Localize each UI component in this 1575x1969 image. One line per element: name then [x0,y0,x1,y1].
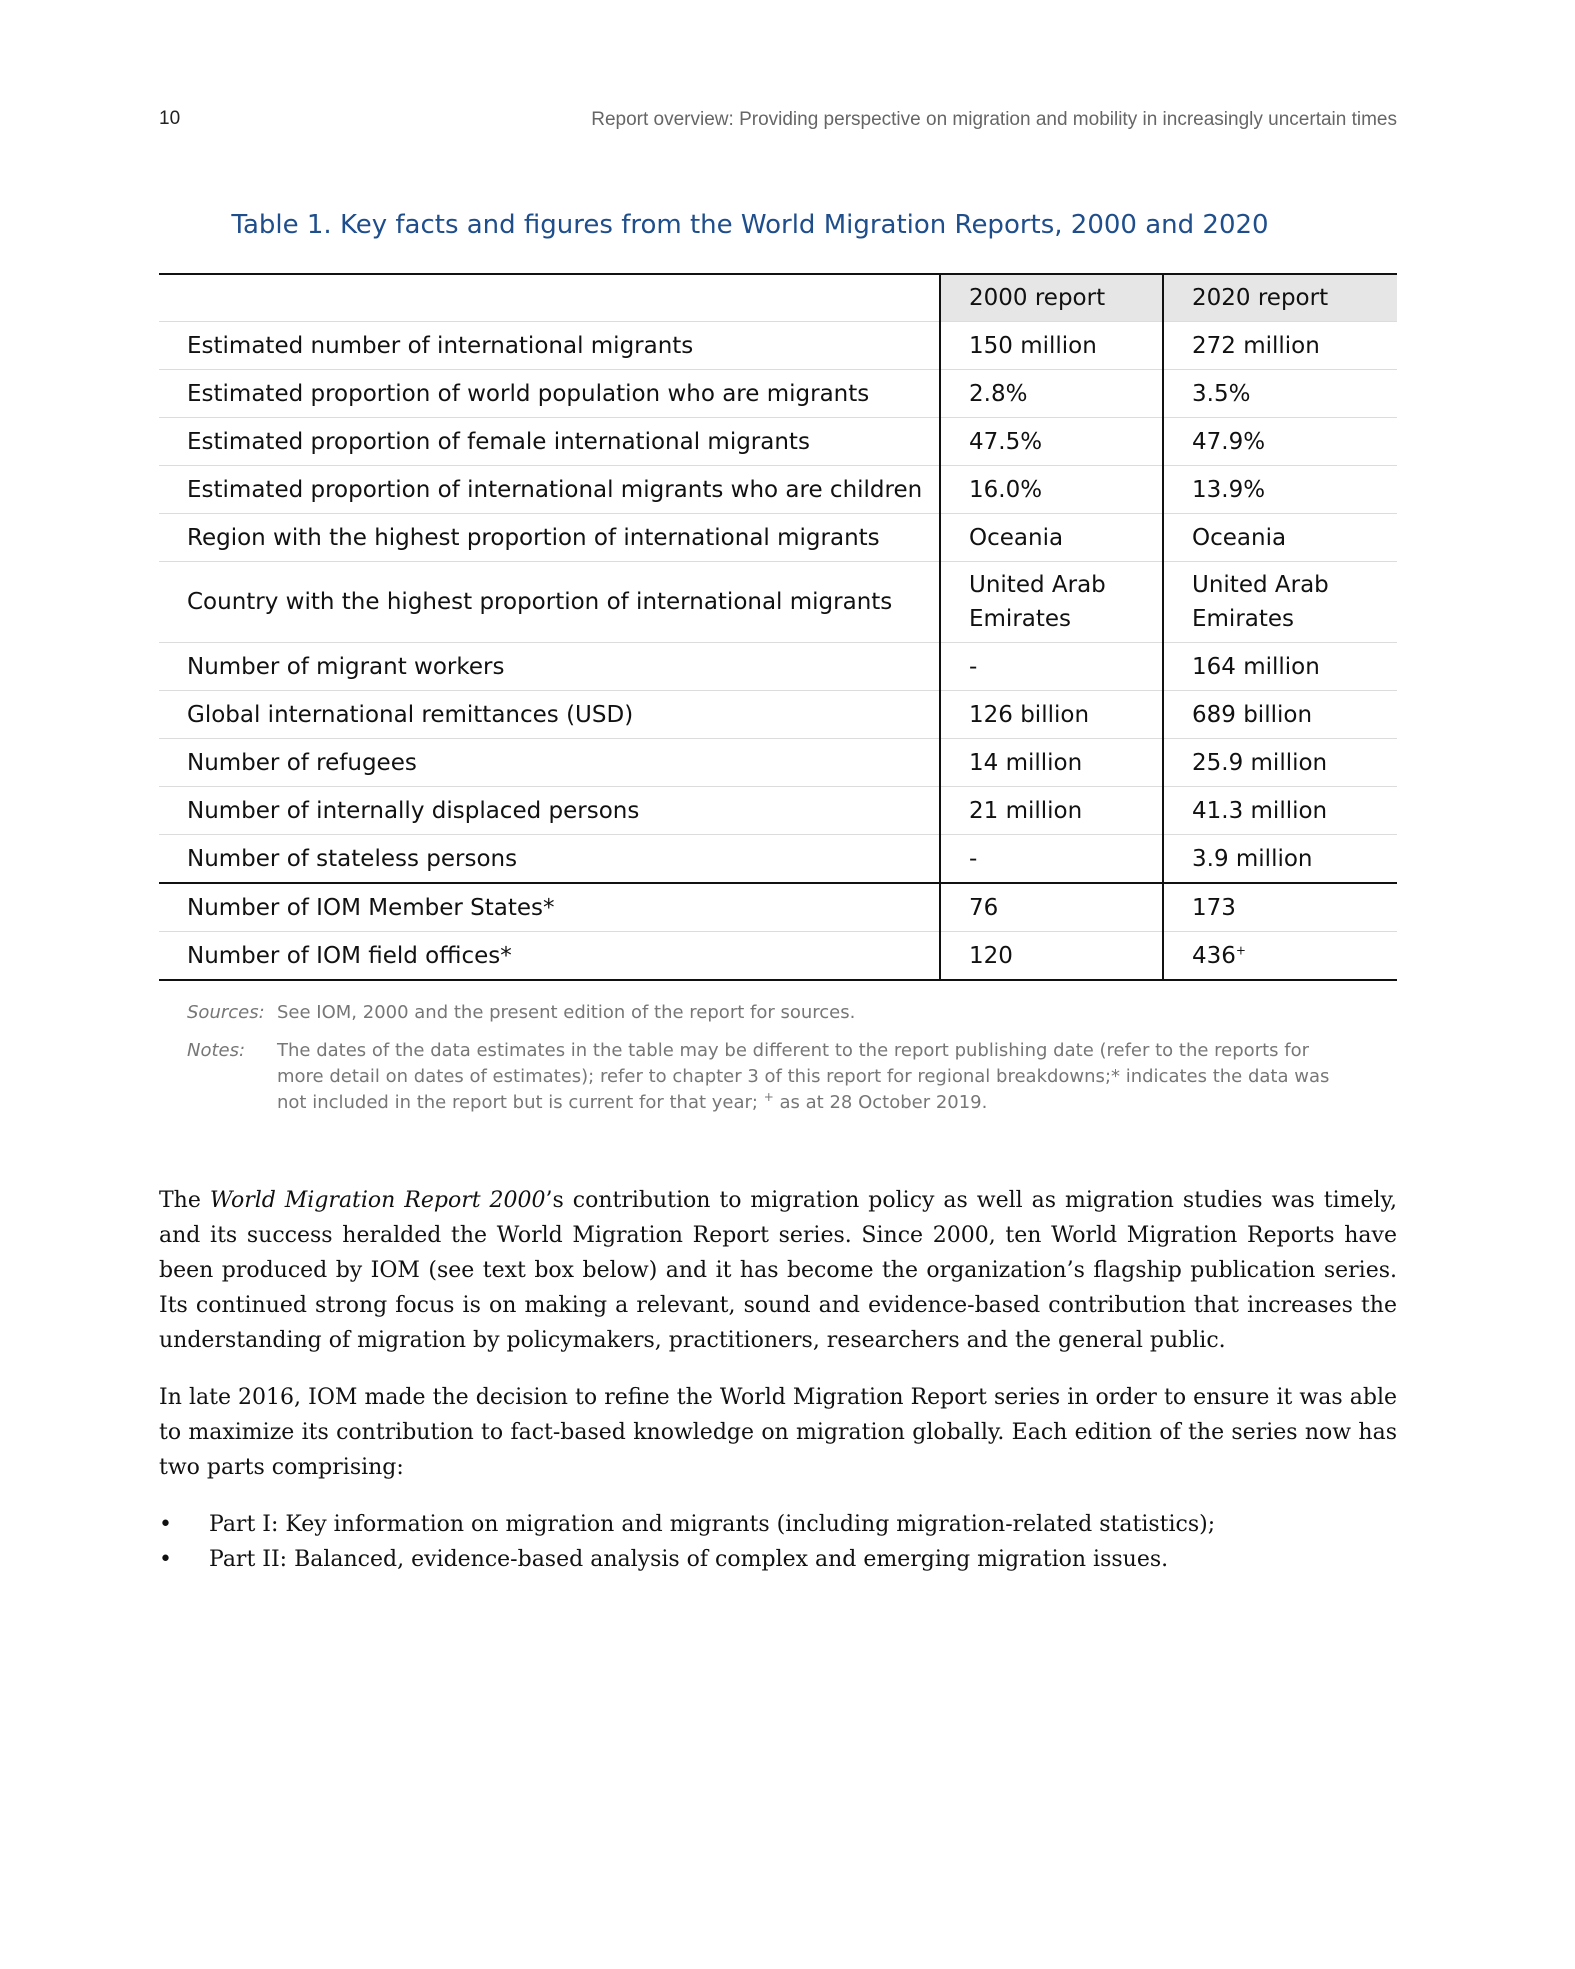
table-row [159,466,1397,514]
bullet-list [159,1507,1397,1577]
list-item-text: Part I: Key information on migration and migrants (including migration-related statistics); [209,1512,1216,1537]
list-item-text: Part II: Balanced, evidence-based analysis of complex and emerging migration issues. [209,1547,1169,1572]
value-2020: 25.9 million [1163,739,1397,787]
value-2000: 126 billion [940,691,1163,739]
value-2000: 47.5% [940,418,1163,466]
value-2000: 120 [940,932,1163,981]
table-row [159,418,1397,466]
row-label: Estimated proportion of world population who are migrants [159,370,940,418]
value-2020: 13.9% [1163,466,1397,514]
table-row [159,514,1397,562]
value-2020: 689 billion [1163,691,1397,739]
notes-note [187,1038,1357,1116]
row-label: Estimated proportion of female international migrants [159,418,940,466]
list-item [159,1542,1397,1577]
value-2000: Oceania [940,514,1163,562]
table-row [159,691,1397,739]
value-2000: 2.8% [940,370,1163,418]
sources-note [187,1000,1357,1026]
value-2000: - [940,643,1163,691]
value-2020-cell [1163,932,1397,981]
notes-label: Notes: [187,1040,246,1061]
value-2000: 76 [940,883,1163,932]
paragraph-1 [159,1183,1397,1358]
table-row [159,835,1397,884]
row-label: Number of refugees [159,739,940,787]
paragraph-1-post: ’s contribution to migration policy as well as migration studies was timely, and its success heralded the World Migration Report series. Since 2000, ten World Migration Reports have been produced by IOM (see text box below) and it has become the organization’s flagship publication series. Its continued strong focus is on making a relevant, sound and evidence-based contribution that increases the understanding of migration by policymakers, practitioners, researchers and the general public. [159,1188,1398,1353]
row-label: Country with the highest proportion of international migrants [159,562,940,643]
value-2020: 272 million [1163,322,1397,370]
row-label: Number of stateless persons [159,835,940,884]
list-item [159,1507,1397,1542]
page-number: 10 [159,108,181,129]
paragraph-1-pre: The [159,1188,210,1213]
table-title: Table 1. Key facts and figures from the World Migration Reports, 2000 and 2020 [231,210,1269,240]
value-2000: United Arab Emirates [940,562,1163,643]
value-2020: 164 million [1163,643,1397,691]
sources-text: See IOM, 2000 and the present edition of the report for sources. [277,1002,856,1023]
table-row [159,643,1397,691]
row-label: Number of IOM Member States* [159,883,940,932]
value-2020: Oceania [1163,514,1397,562]
value-2020: 3.9 million [1163,835,1397,884]
key-facts-table [159,273,1397,981]
bullet-icon: • [159,1512,172,1537]
row-label: Global international remittances (USD) [159,691,940,739]
value-2020: 47.9% [1163,418,1397,466]
running-header: Report overview: Providing perspective on migration and mobility in increasingly uncertain times [591,109,1397,130]
value-2000: 21 million [940,787,1163,835]
table-header-row [159,274,1397,322]
value-2000: 150 million [940,322,1163,370]
value-2000: - [940,835,1163,884]
table-row [159,370,1397,418]
notes-text [277,1038,1357,1116]
sources-label: Sources: [187,1002,265,1023]
notes-text-b: as at 28 October 2019. [773,1092,988,1113]
paragraph-2: In late 2016, IOM made the decision to refine the World Migration Report series in order to ensure it was able to maximize its contribution to fact-based knowledge on migration globally. Each edition of the series now has two parts comprising: [159,1385,1397,1480]
row-label: Number of IOM field offices* [159,932,940,981]
row-label: Region with the highest proportion of international migrants [159,514,940,562]
superscript-plus: + [1235,942,1246,957]
header-blank-cell [159,274,940,322]
value-2020: 173 [1163,883,1397,932]
column-header-2020: 2020 report [1163,274,1397,322]
table-row [159,787,1397,835]
value-2000: 16.0% [940,466,1163,514]
table-row [159,883,1397,932]
column-header-2000: 2000 report [940,274,1163,322]
row-label: Number of migrant workers [159,643,940,691]
table-row [159,562,1397,643]
bullet-icon: • [159,1547,172,1572]
notes-text-a: The dates of the data estimates in the table may be different to the report publishing date (refer to the reports for more detail on dates of estimates); refer to chapter 3 of this report for regional breakdowns;* indicates the data was not included in the report but is current for that year; [277,1040,1330,1113]
report-title-italic: World Migration Report 2000 [209,1188,546,1213]
row-label: Estimated number of international migrants [159,322,940,370]
row-label: Estimated proportion of international migrants who are children [159,466,940,514]
body-text [159,1183,1397,1577]
table-row [159,739,1397,787]
table-row [159,932,1397,981]
table-notes [187,1000,1357,1128]
table-row [159,322,1397,370]
value-2000: 14 million [940,739,1163,787]
notes-superscript-plus: + [763,1090,774,1104]
value-2020: United Arab Emirates [1163,562,1397,643]
value-2020: 3.5% [1163,370,1397,418]
row-label: Number of internally displaced persons [159,787,940,835]
value-2020: 41.3 million [1163,787,1397,835]
value-2020: 436 [1192,942,1236,969]
